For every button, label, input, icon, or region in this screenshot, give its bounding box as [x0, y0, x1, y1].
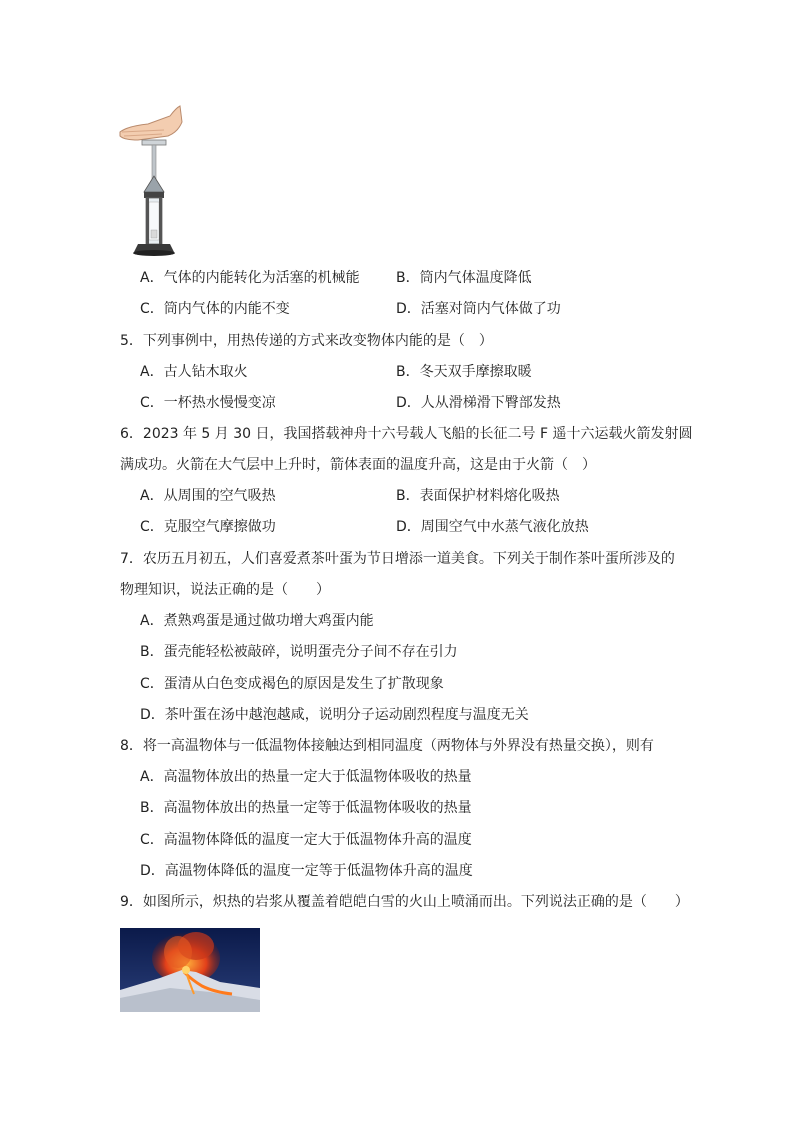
- q5-option-b: B．冬天双手摩擦取暖: [396, 364, 532, 380]
- q9-stem: 9．如图所示，炽热的岩浆从覆盖着皑皑白雪的火山上喷涌而出。下列说法正确的是（ ）: [120, 894, 689, 910]
- q6-option-a: A．从周围的空气吸热: [140, 488, 276, 504]
- q5-option-c: C．一杯热水慢慢变凉: [140, 395, 276, 411]
- volcano-eruption-figure: [120, 928, 260, 1012]
- q6-stem-line2: 满成功。火箭在大气层中上升时，箭体表面的温度升高，这是由于火箭（ ）: [120, 457, 596, 473]
- q7-option-a: A．煮熟鸡蛋是通过做功增大鸡蛋内能: [140, 613, 374, 629]
- q4-option-a: A．气体的内能转化为活塞的机械能: [140, 270, 360, 286]
- q5-option-d: D．人从滑梯滑下臀部发热: [396, 395, 561, 411]
- fire-syringe-figure: [118, 102, 188, 258]
- q8-option-d: D．高温物体降低的温度一定等于低温物体升高的温度: [140, 863, 473, 879]
- q7-option-d: D．茶叶蛋在汤中越泡越咸，说明分子运动剧烈程度与温度无关: [140, 707, 529, 723]
- q8-option-b: B．高温物体放出的热量一定等于低温物体吸收的热量: [140, 800, 472, 816]
- q6-option-d: D．周围空气中水蒸气液化放热: [396, 519, 589, 535]
- q5-option-a: A．古人钻木取火: [140, 364, 248, 380]
- q4-option-b: B．筒内气体温度降低: [396, 270, 532, 286]
- q6-option-b: B．表面保护材料熔化吸热: [396, 488, 560, 504]
- q8-option-a: A．高温物体放出的热量一定大于低温物体吸收的热量: [140, 769, 472, 785]
- q4-option-d: D．活塞对筒内气体做了功: [396, 301, 561, 317]
- q6-option-c: C．克服空气摩擦做功: [140, 519, 276, 535]
- q4-option-c: C．筒内气体的内能不变: [140, 301, 290, 317]
- q7-option-c: C．蛋清从白色变成褐色的原因是发生了扩散现象: [140, 676, 444, 692]
- q8-stem: 8．将一高温物体与一低温物体接触达到相同温度（两物体与外界没有热量交换），则有: [120, 738, 654, 754]
- q8-option-c: C．高温物体降低的温度一定大于低温物体升高的温度: [140, 832, 472, 848]
- q6-stem-line1: 6．2023 年 5 月 30 日，我国搭载神舟十六号载人飞船的长征二号 F 遥十六运载火箭发射圆: [120, 426, 693, 442]
- q7-stem-line1: 7．农历五月初五，人们喜爱煮茶叶蛋为节日增添一道美食。下列关于制作茶叶蛋所涉及的: [120, 551, 675, 567]
- q7-option-b: B．蛋壳能轻松被敲碎，说明蛋壳分子间不存在引力: [140, 644, 458, 660]
- q7-stem-line2: 物理知识，说法正确的是（ ）: [120, 582, 330, 598]
- q5-stem: 5．下列事例中，用热传递的方式来改变物体内能的是（ ）: [120, 333, 493, 349]
